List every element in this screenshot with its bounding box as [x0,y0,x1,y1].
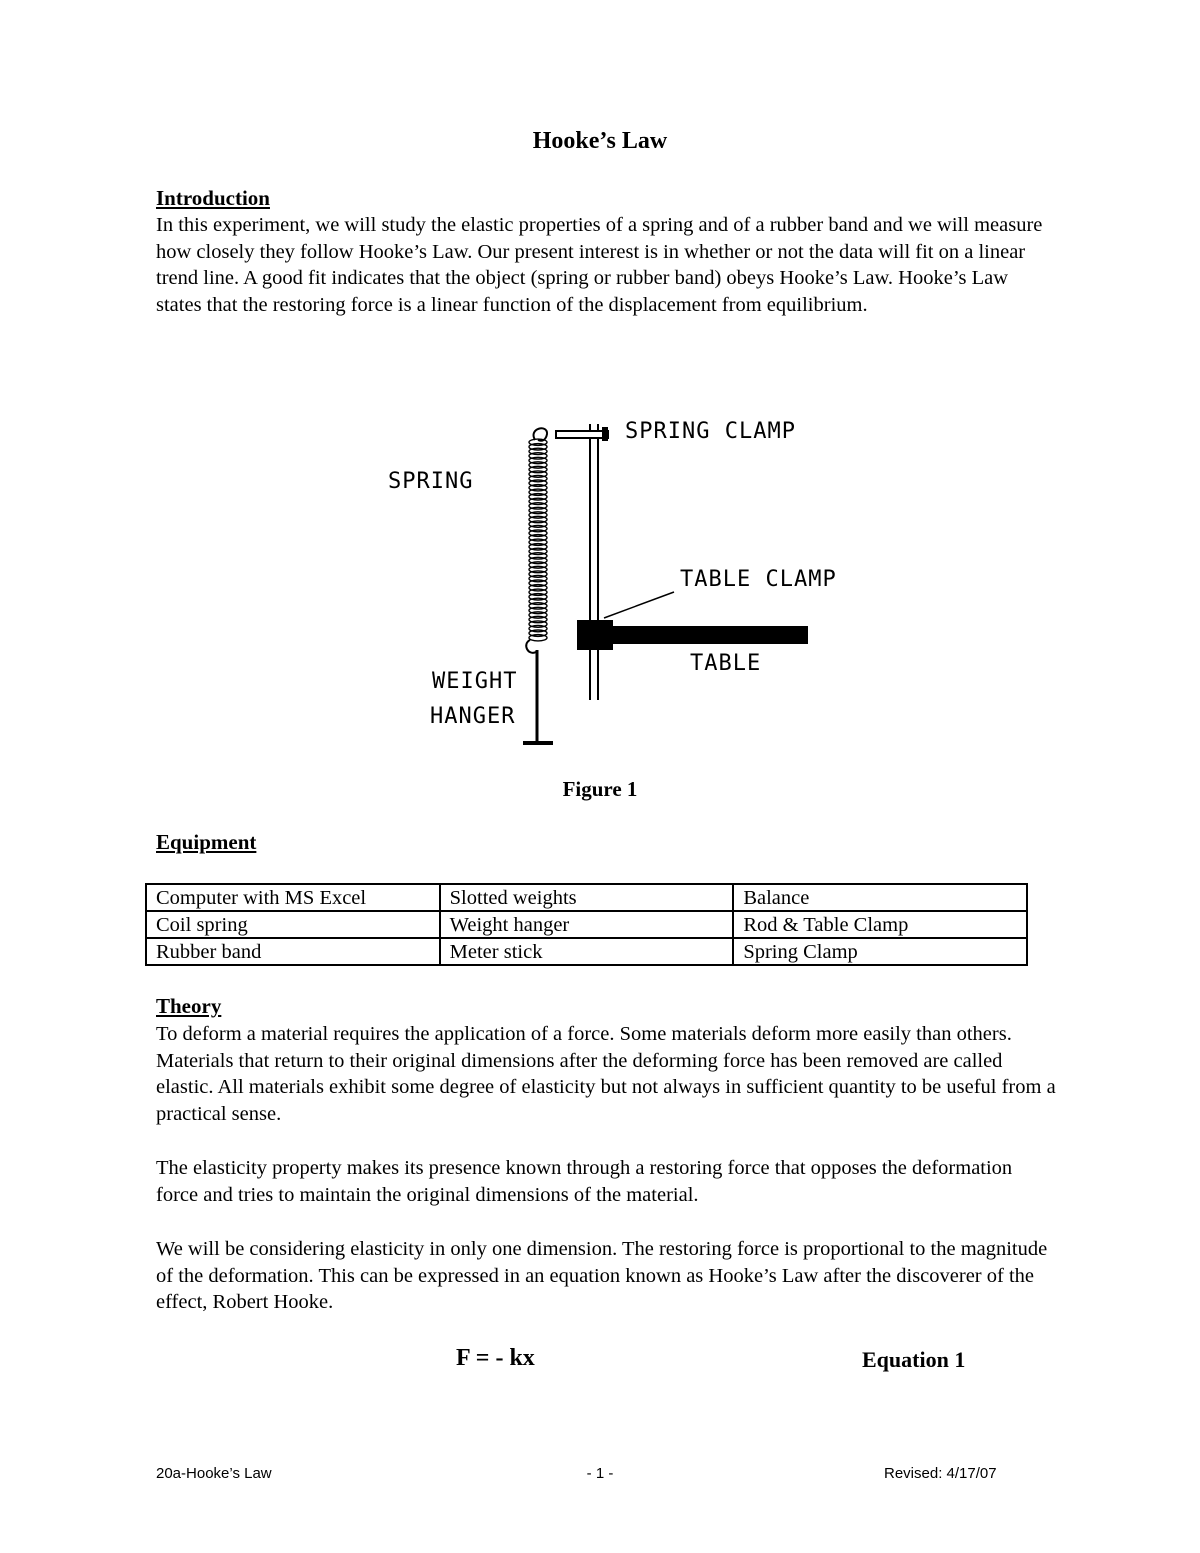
footer-revised-date: Revised: 4/17/07 [884,1465,997,1482]
theory-paragraph-2: The elasticity property makes its presence known through a restoring force that opposes the deformation force and tries to maintain the original dimensions of the material. [156,1157,1013,1206]
footer-document-id: 20a-Hooke’s Law [156,1465,272,1482]
table-row [146,884,1027,911]
spring-apparatus-figure [370,400,850,760]
table-row [146,911,1027,938]
spring-coils [529,439,547,641]
theory-paragraph-1: To deform a material requires the application of a force. Some materials deform more easily than others. Materials that return to their original dimensions after the deforming force has been removed are called elastic. All materials exhibit some degree of elasticity but not always in sufficient quantity to be useful from a practical sense. [156,1023,1056,1125]
label-table: TABLE [690,651,762,676]
document-title: Hooke’s Law [532,128,668,154]
table-cell: Rubber band [146,938,440,965]
introduction-text: In this experiment, we will study the elastic properties of a spring and of a rubber band and we will measure how closely they follow Hooke’s Law. Our present interest is in whether or not the data will fit on a linear trend line. A good fit indicates that the object (spring or rubber band) obeys Hooke’s Law. Hooke’s Law states that the restoring force is a linear function of the displacement from equilibrium. [156,214,1043,316]
equipment-table [145,883,1028,966]
theory-heading: Theory [156,994,222,1018]
table-cell: Slotted weights [440,884,734,911]
table-cell: Rod & Table Clamp [733,911,1027,938]
hookes-law-equation: F = - kx [456,1345,535,1371]
weight-hanger [523,640,553,743]
table-row [146,938,1027,965]
label-weight: WEIGHT [432,669,518,694]
table-cell: Coil spring [146,911,440,938]
theory-paragraph-3: We will be considering elasticity in only one dimension. The restoring force is proportional to the magnitude of the deformation. This can be expressed in an equation known as Hooke’s Law after the discoverer of the effect, Robert Hooke. [156,1238,1048,1314]
equation-label: Equation 1 [862,1347,966,1372]
label-spring-clamp: SPRING CLAMP [625,419,796,444]
label-table-clamp: TABLE CLAMP [680,567,837,592]
label-hanger: HANGER [430,704,516,729]
table-cell: Balance [733,884,1027,911]
table-cell: Spring Clamp [733,938,1027,965]
equipment-heading: Equipment [156,830,257,854]
table-cell: Meter stick [440,938,734,965]
table-cell: Computer with MS Excel [146,884,440,911]
figure-caption: Figure 1 [562,777,638,801]
table-top [610,626,808,644]
spring-clamp [556,427,608,441]
support-rod [590,424,598,700]
footer-page-number: - 1 - [586,1465,614,1482]
label-spring: SPRING [388,469,474,494]
table-cell: Weight hanger [440,911,734,938]
introduction-heading: Introduction [156,186,270,210]
spring-coil [529,635,547,641]
